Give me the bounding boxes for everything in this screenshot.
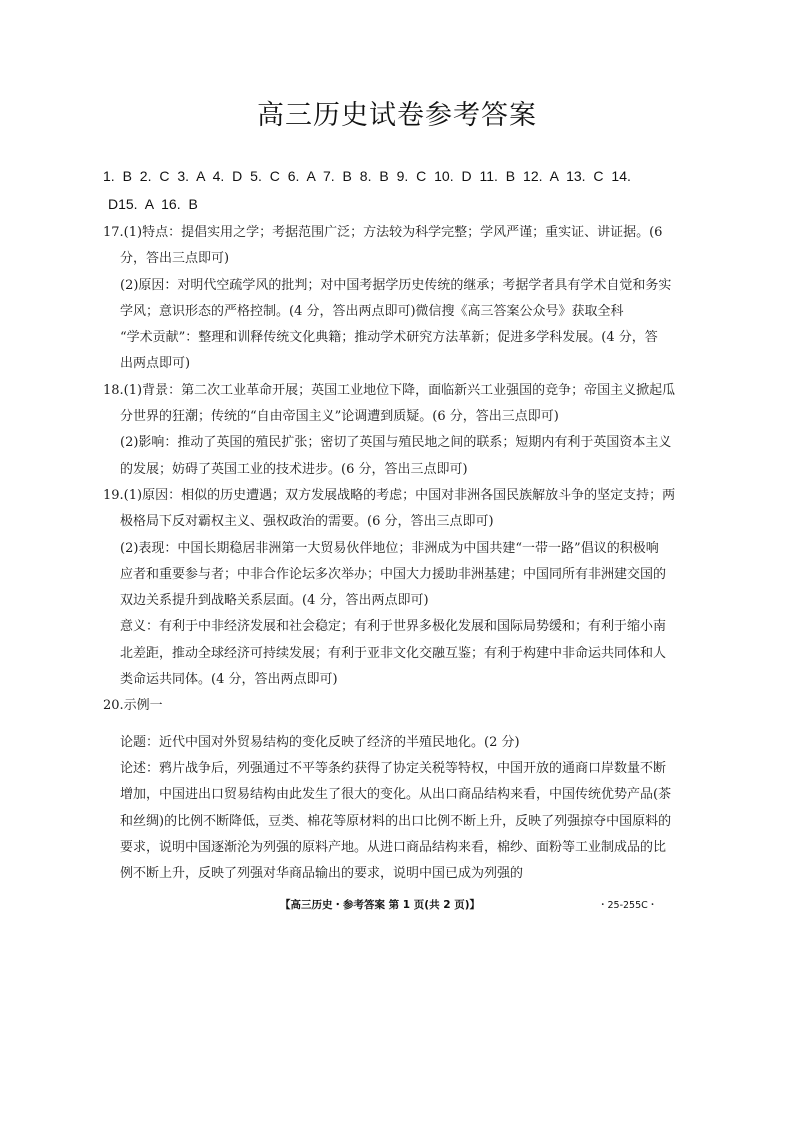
q19-line: 类命运共同体。(4 分，答出两点即可) (120, 672, 338, 688)
mc-answers-line-2: D15. A 16. B (108, 196, 198, 212)
q20-line: 例不断上升，反映了列强对华商品输出的要求，说明中国已成为列强的 (120, 866, 524, 882)
q17-line: 分，答出三点即可) (120, 251, 230, 267)
q18-line: 的发展；妨碍了英国工业的技术进步。(6 分，答出三点即可) (120, 461, 468, 477)
page-title: 高三历史试卷参考答案 (257, 100, 537, 131)
q18-line: 18.(1)背景：第二次工业革命开展；英国工业地位下降，面临新兴工业强国的竞争；帝国主义掀起瓜 (103, 382, 676, 398)
q17-line: 出两点即可) (120, 356, 191, 372)
q18-line: 分世界的狂潮；传统的“自由帝国主义”论调遭到质疑。(6 分，答出三点即可) (120, 409, 559, 425)
answer-body (103, 220, 695, 887)
q20-line: 20.示例一 (103, 698, 163, 714)
q18-line: (2)影响：推动了英国的殖民扩张；密切了英国与殖民地之间的联系；短期内有利于英国资本主义 (120, 435, 672, 451)
q17-line: 17.(1)特点：提倡实用之学；考据范围广泛；方法较为科学完整；学风严谨；重实证、讲证据。(6 (103, 225, 663, 240)
q19-line: 北差距，推动全球经济可持续发展；有利于亚非文化交融互鉴；有利于构建中非命运共同体和人 (120, 645, 667, 661)
exam-code: ・25-255C・ (598, 900, 658, 911)
spacer (103, 720, 695, 730)
q19-line: 极格局下反对霸权主义、强权政治的需要。(6 分，答出三点即可) (120, 514, 494, 530)
q17-line: 学风；意识形态的严格控制。(4 分，答出两点即可)微信搜《高三答案公众号》获取全科 (120, 303, 624, 319)
q20-line: 和丝绸)的比例不断降低，豆类、棉花等原材料的出口比例不断上升，反映了列强掠夺中国原料的 (120, 813, 672, 829)
q17-line: “学术贡献”：整理和训释传统文化典籍；推动学术研究方法革新；促进多学科发展。(4 分，答 (120, 330, 658, 346)
q20-line: 论述：鸦片战争后，列强通过不平等条约获得了协定关税等特权，中国开放的通商口岸数量不断 (120, 760, 667, 776)
page-footer: 【高三历史・参考答案 第 1 页(共 2 页)】 (280, 899, 480, 911)
q19-line: 意义：有利于中非经济发展和社会稳定；有利于世界多极化发展和国际局势缓和；有利于缩小南 (120, 619, 667, 635)
q20-line: 要求，说明中国逐渐沦为列强的原料产地。从进口商品结构来看，棉纱、面粉等工业制成品的比 (120, 839, 667, 855)
q17-line: (2)原因：对明代空疏学风的批判；对中国考据学历史传统的继承；考据学者具有学术自觉和务实 (120, 277, 672, 293)
q19-line: (2)表现：中国长期稳居非洲第一大贸易伙伴地位；非洲成为中国共建“一带一路”倡议的积极响 (120, 540, 659, 556)
q20-line: 增加，中国进出口贸易结构由此发生了很大的变化。从出口商品结构来看，中国传统优势产品(茶 (120, 787, 672, 803)
q19-line: 应者和重要参与者；中非合作论坛多次举办；中国大力援助非洲基建；中国同所有非洲建交国的 (120, 566, 667, 582)
q20-line: 论题：近代中国对外贸易结构的变化反映了经济的半殖民地化。(2 分) (120, 734, 520, 750)
mc-answers-line-1: 1. B 2. C 3. A 4. D 5. C 6. A 7. B 8. B 9. C 10. D 11. B 12. A 13. C 14. (103, 168, 631, 184)
q19-line: 19.(1)原因：相似的历史遭遇；双方发展战略的考虑；中国对非洲各国民族解放斗争的坚定支持；两 (103, 487, 676, 503)
q19-line: 双边关系提升到战略关系层面。(4 分，答出两点即可) (120, 593, 429, 609)
